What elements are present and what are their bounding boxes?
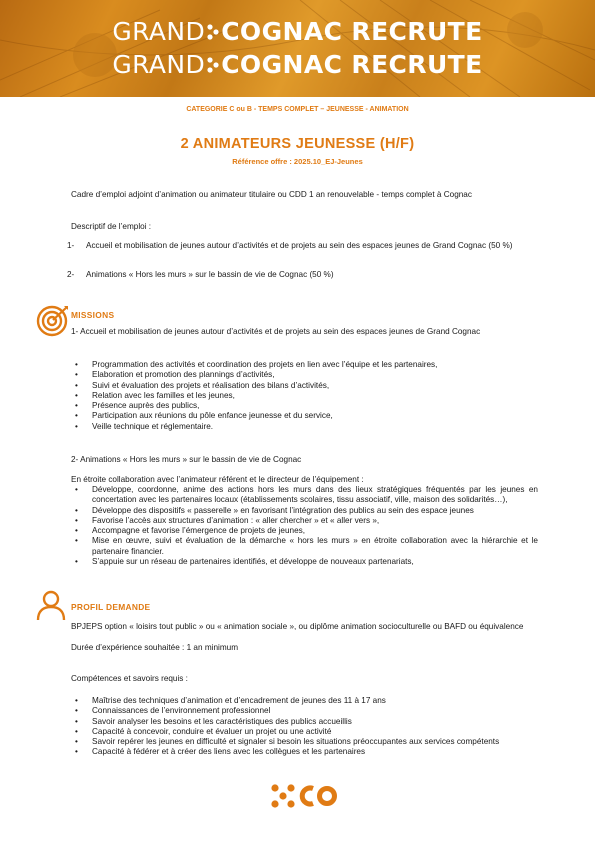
grand-cognac-logo-icon: [270, 783, 338, 809]
brand-dots-icon: [206, 21, 220, 43]
list-item: • Favorise l’accès aux structures d’animation : « aller chercher » et « aller vers »,: [75, 516, 538, 526]
skills-list: [75, 696, 540, 758]
contract-description: Cadre d’emploi adjoint d’animation ou animateur titulaire ou CDD 1 an renouvelable - temps complet à Cognac: [71, 190, 472, 199]
banner-brand-line-2: GRAND COGNAC RECRUTE: [112, 50, 483, 79]
target-icon: [35, 303, 71, 339]
profil-experience: Durée d’expérience souhaitée : 1 an minimum: [71, 643, 239, 652]
job-reference: Référence offre : 2025.10_EJ-Jeunes: [232, 157, 363, 166]
list-item: • Présence auprès des publics,: [75, 401, 535, 411]
list-item: • S’appuie sur un réseau de partenaires identifiés, et développe de nouveaux partenariats,: [75, 557, 538, 567]
list-item: • Suivi et évaluation des projets et réalisation des bilans d’activités,: [75, 381, 535, 391]
header-banner: [0, 0, 595, 97]
missions-part2-list: [75, 485, 538, 567]
list-item: • Accompagne et favorise l’émergence de projets de jeunes,: [75, 526, 538, 536]
list-item: • Veille technique et réglementaire.: [75, 422, 535, 432]
profil-title: PROFIL DEMANDE: [71, 602, 151, 612]
missions-part2-intro: En étroite collaboration avec l’animateur référent et le directeur de l’équipement :: [71, 475, 364, 484]
descriptif-label: Descriptif de l’emploi :: [71, 222, 152, 231]
list-item: • Programmation des activités et coordination des projets en lien avec l’équipe et les partenaires,: [75, 360, 535, 370]
list-item: • Maîtrise des techniques d’animation et d’encadrement de jeunes des 11 à 17 ans: [75, 696, 540, 706]
skills-label: Compétences et savoirs requis :: [71, 674, 188, 683]
missions-part1-list: [75, 360, 535, 432]
list-item: • Capacité à fédérer et à créer des liens avec les collègues et les partenaires: [75, 747, 540, 757]
list-item: • Relation avec les familles et les jeunes,: [75, 391, 535, 401]
descriptif-item-2: Animations « Hors les murs » sur le bassin de vie de Cognac (50 %): [86, 270, 334, 279]
job-category: CATEGORIE C ou B - TEMPS COMPLET – JEUNESSE - ANIMATION: [186, 106, 409, 113]
missions-part1-heading: 1- Accueil et mobilisation de jeunes autour d’activités et de projets au sein des espaces jeunes de Grand Cognac: [71, 327, 481, 336]
list-item: • Connaissances de l’environnement professionnel: [75, 706, 540, 716]
descriptif-item-1: Accueil et mobilisation de jeunes autour d’activités et de projets au sein des espaces jeunes de Grand Cognac (50 %): [86, 241, 513, 250]
aerial-vineyard-background: [0, 0, 595, 97]
list-item: • Savoir analyser les besoins et les caractéristiques des publics accueillis: [75, 717, 540, 727]
list-item: • Mise en œuvre, suivi et évaluation de la démarche « hors les murs » en étroite collaboration avec la hiérarchie et le partenaire financier.: [75, 536, 538, 557]
list-item: • Capacité à concevoir, conduire et évaluer un projet ou une activité: [75, 727, 540, 737]
list-item: • Développe des dispositifs « passerelle » en favorisant l’intégration des publics au sein des espace jeunes: [75, 506, 538, 516]
list-item: • Participation aux réunions du pôle enfance jeunesse et du service,: [75, 411, 535, 421]
missions-part2-heading: 2- Animations « Hors les murs » sur le bassin de vie de Cognac: [71, 455, 302, 464]
list-item: • Développe, coordonne, anime des actions hors les murs dans des lieux stratégiques fréquentés par les jeunes en concertation avec les partenaires locaux (établissements scolaires, tissu associatif, ville, maison des solidarités…),: [75, 485, 538, 506]
list-item: • Savoir repérer les jeunes en difficulté et signaler si besoin les situations préoccupantes aux services compétents: [75, 737, 540, 747]
missions-title: MISSIONS: [71, 310, 115, 320]
descriptif-item-1-number: 1-: [67, 241, 75, 250]
banner-brand-line-1: GRAND COGNAC RECRUTE: [112, 17, 483, 46]
person-icon: [34, 588, 68, 622]
list-item: • Elaboration et promotion des plannings d’activités,: [75, 370, 535, 380]
profil-diploma: BPJEPS option « loisirs tout public » ou « animation sociale », ou diplôme animation socioculturelle ou BAFD ou équivalence: [71, 622, 524, 631]
brand-dots-icon: [206, 54, 220, 76]
job-title: 2 ANIMATEURS JEUNESSE (H/F): [180, 136, 415, 152]
descriptif-item-2-number: 2-: [67, 270, 75, 279]
